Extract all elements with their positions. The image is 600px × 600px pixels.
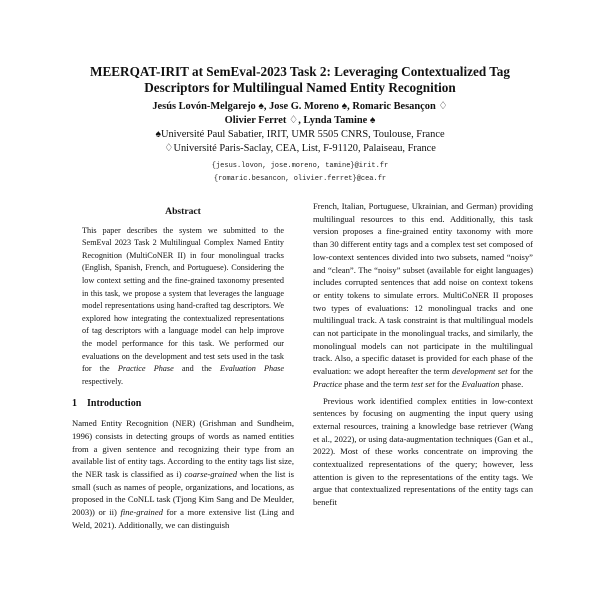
- left-column: [72, 200, 294, 531]
- intro-paragraph-1: Named Entity Recognition (NER) (Grishman and Sundheim, 1996) consists in detecting groups of words as named entities from a given sentence and recognizing their type from an available list of entity tags. According to the entity tags list size, the NER task is classified as i) coarse-grained when the list is small (such as names of people, organizations, and locations, as proposed in the CoNLL task (Tjong Kim Sang and De Meulder, 2003)) or ii) fine-grained for a more extensive list (Ling and Weld, 2021). Additionally, we can distinguish: [72, 418, 294, 530]
- abstract-text: This paper describes the system we submitted to the SemEval 2023 Task 2 Multilingual Complex Named Entity Recognition (MultiCoNER II) in four monolingual tracks (English, Spanish, French, and Portuguese). Considering the low context setting and the fine-grained taxonomy presented in this task, we propose a system that leverages the language model representations using hand-crafted tag descriptors. We explored how integrating the contextualized representations of tag descriptors with a language model can help improve the model performance for this task. We performed our evaluations on the development and test sets used in the task for the Practice Phase and the Evaluation Phase respectively.: [82, 225, 285, 386]
- right-column: [313, 200, 533, 509]
- paper-title-line-2: Descriptors for Multilingual Named Entity Recognition: [144, 80, 456, 95]
- author-block: [40, 100, 560, 156]
- author-names-line-1: Jesús Lovón-Melgarejo ♠, Jose G. Moreno ♠, Romaric Besançon ♢: [152, 101, 448, 112]
- email-block: [40, 160, 560, 186]
- email-line-1: {jesus.lovon, jose.moreno, tamine}@irit.fr: [211, 162, 389, 170]
- section-title: Introduction: [87, 398, 142, 410]
- intro-paragraph-3: Previous work identified complex entities in low-context sentences by focusing on augmenting the input query using external resources, training a knowledge base retriever (Wang et al., 2022), or using data-augmentation techniques (Gan et al., 2022). Most of these works concentrate on improving the contextualized representations of the query; however, less attention is given to the representations of the entity tags. We argue that contextualized representations of the entity tags can benefit: [313, 395, 533, 508]
- section-heading-introduction: [72, 398, 294, 411]
- email-line-2: {romaric.besancon, olivier.ferret}@cea.fr: [213, 175, 387, 183]
- affiliation-1: ♠Université Paul Sabatier, IRIT, UMR 5505 CNRS, Toulouse, France: [155, 129, 445, 140]
- affiliation-2: ♢Université Paris-Saclay, CEA, List, F-91120, Palaiseau, France: [164, 143, 436, 154]
- abstract-heading: Abstract: [165, 206, 201, 217]
- author-names-line-2: Olivier Ferret ♢, Lynda Tamine ♠: [224, 115, 376, 126]
- paper-title: [40, 64, 560, 96]
- section-number: 1: [72, 398, 77, 410]
- paper-title-line-1: MEERQAT-IRIT at SemEval-2023 Task 2: Leveraging Contextualized Tag: [90, 64, 510, 79]
- intro-paragraph-2: French, Italian, Portuguese, Ukrainian, and German) providing multilingual resources to this end. Additionally, this task version proposes a fine-grained entity taxonomy with more than 30 different entity tags and a complex test set composed of low-context sentences divided into two subsets, named “noisy” and “clean”. The “noisy” subset (available for eight languages) includes corrupted sentences that add noise on context tokens or entity tokens to simulate errors. MultiCoNER II proposes two types of evaluations: 12 monolingual tracks and one multilingual track. A task constraint is that multilingual models can not participate in the monolingual tracks, and similarly, the monolingual models can not participate in the multilingual track. Also, a specific dataset is provided for each phase of the evaluation: we adopt hereafter the term development set for the Practice phase and the term test set for the Evaluation phase.: [313, 201, 533, 389]
